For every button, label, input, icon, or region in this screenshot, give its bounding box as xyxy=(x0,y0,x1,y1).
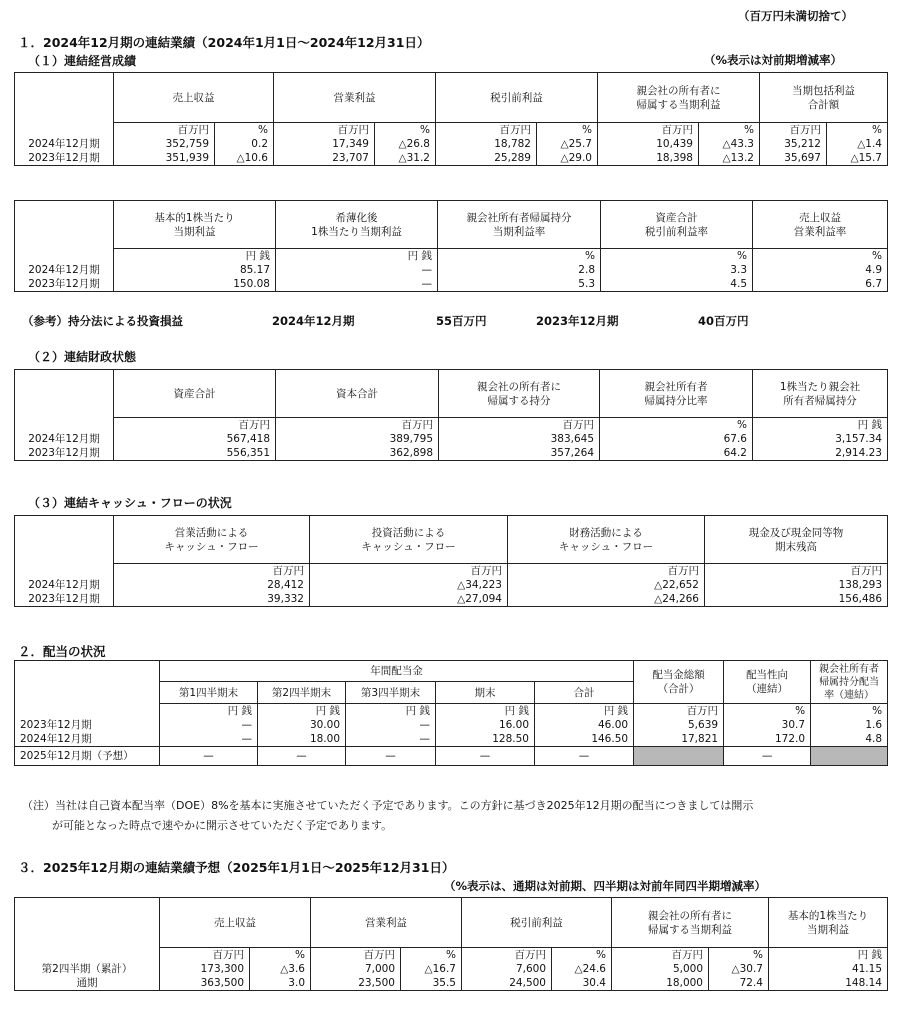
forecast-cell-shaded xyxy=(634,747,724,766)
value-cell: 18,782 xyxy=(436,137,537,151)
value-cell: △30.7 xyxy=(709,962,769,976)
unit-cell: 百万円 xyxy=(310,564,508,579)
forecast-row-label: 2025年12月期（予想） xyxy=(15,747,160,766)
unit-cell: % xyxy=(827,123,888,138)
unit-cell: % xyxy=(401,948,462,963)
section-3-title: ３．2025年12月期の連結業績予想（2025年1月1日～2025年12月31日） xyxy=(18,860,455,875)
section-1-1-title: （１）連結経営成績 xyxy=(28,54,137,68)
value-cell: 0.2 xyxy=(215,137,274,151)
value-cell: 18.00 xyxy=(258,732,346,747)
value-cell: 173,300 xyxy=(160,962,250,976)
unit-row-label xyxy=(15,249,114,264)
operating-results-table xyxy=(14,72,888,166)
unit-cell: % xyxy=(600,418,753,433)
header-q1: 第1四半期末 xyxy=(160,682,258,704)
header-bps: 1株当たり親会社 所有者帰属持分 xyxy=(753,370,888,418)
unit-cell: % xyxy=(537,123,598,138)
header-blank xyxy=(15,201,114,249)
unit-cell: % xyxy=(709,948,769,963)
header-total-dividend: 配当金総額 （合計） xyxy=(634,661,724,704)
value-cell: 35,697 xyxy=(760,151,827,166)
header-year-end: 期末 xyxy=(436,682,535,704)
unit-cell: 百万円 xyxy=(462,948,552,963)
row-label: 通期 xyxy=(15,976,160,991)
value-cell: 18,398 xyxy=(598,151,699,166)
cash-flow-table xyxy=(14,515,888,607)
dividend-note-line-1: （注）当社は自己資本配当率（DOE）8%を基本に実施させていただく予定であります。この方針に基づき2025年12月期の配当につきましては開示 xyxy=(22,799,754,812)
header-q2: 第2四半期末 xyxy=(258,682,346,704)
value-cell: 35,212 xyxy=(760,137,827,151)
per-share-ratio-table xyxy=(14,200,888,292)
header-pretax-profit: 税引前利益 xyxy=(462,898,612,948)
value-cell: 4.8 xyxy=(811,732,888,747)
value-cell: 362,898 xyxy=(276,446,439,461)
header-blank xyxy=(15,73,114,123)
value-cell: 5,000 xyxy=(612,962,709,976)
row-label: 2023年12月期 xyxy=(15,151,114,166)
unit-cell: 百万円 xyxy=(436,123,537,138)
value-cell: 46.00 xyxy=(535,718,634,732)
forecast-cell: — xyxy=(535,747,634,766)
value-cell: 17,821 xyxy=(634,732,724,747)
value-cell: 2,914.23 xyxy=(753,446,888,461)
section-1-title: １．2024年12月期の連結業績（2024年1月1日～2024年12月31日） xyxy=(18,35,430,50)
header-investing-cf: 投資活動による キャッシュ・フロー xyxy=(310,516,508,564)
unit-cell: 百万円 xyxy=(760,123,827,138)
value-cell: — xyxy=(276,277,438,292)
unit-cell: % xyxy=(601,249,753,264)
header-payout-ratio: 配当性向 （連結） xyxy=(724,661,811,704)
unit-cell: 円 銭 xyxy=(753,418,888,433)
value-cell: 3.0 xyxy=(250,976,311,991)
header-cash-balance: 現金及び現金同等物 期末残高 xyxy=(705,516,888,564)
value-cell: — xyxy=(346,732,436,747)
value-cell: 383,645 xyxy=(439,432,600,446)
unit-row-label xyxy=(15,418,114,433)
value-cell: 30.00 xyxy=(258,718,346,732)
unit-row-label xyxy=(15,123,114,138)
value-cell: 363,500 xyxy=(160,976,250,991)
value-cell: △34,223 xyxy=(310,578,508,592)
value-cell: — xyxy=(346,718,436,732)
header-pretax-profit: 税引前利益 xyxy=(436,73,598,123)
value-cell: 351,939 xyxy=(114,151,215,166)
value-cell: 172.0 xyxy=(724,732,811,747)
value-cell: 389,795 xyxy=(276,432,439,446)
value-cell: 18,000 xyxy=(612,976,709,991)
value-cell: 39,332 xyxy=(114,592,310,607)
section-1-3-title: （３）連結キャッシュ・フローの状況 xyxy=(28,496,232,510)
ref-value-1: 55百万円 xyxy=(436,314,487,328)
header-operating-profit: 営業利益 xyxy=(311,898,462,948)
header-financing-cf: 財務活動による キャッシュ・フロー xyxy=(508,516,705,564)
value-cell: 41.15 xyxy=(769,962,888,976)
header-operating-profit: 営業利益 xyxy=(274,73,436,123)
header-basic-eps: 基本的1株当たり 当期利益 xyxy=(769,898,888,948)
row-label: 2024年12月期 xyxy=(15,263,114,277)
ref-value-2: 40百万円 xyxy=(698,314,749,328)
header-total-equity: 資本合計 xyxy=(276,370,439,418)
value-cell: 148.14 xyxy=(769,976,888,991)
financial-position-table xyxy=(14,369,888,461)
section-2-title: ２．配当の状況 xyxy=(18,644,106,659)
value-cell: △43.3 xyxy=(699,137,760,151)
unit-cell: % xyxy=(375,123,436,138)
header-revenue: 売上収益 xyxy=(160,898,311,948)
value-cell: — xyxy=(276,263,438,277)
unit-cell: 百万円 xyxy=(114,564,310,579)
unit-row-label xyxy=(15,948,160,963)
forecast-cell: — xyxy=(346,747,436,766)
header-revenue: 売上収益 xyxy=(114,73,274,123)
unit-cell: % xyxy=(438,249,601,264)
unit-cell: 百万円 xyxy=(274,123,375,138)
unit-cell: 百万円 xyxy=(311,948,401,963)
header-net-profit-owners: 親会社の所有者に 帰属する当期利益 xyxy=(598,73,760,123)
value-cell: 24,500 xyxy=(462,976,552,991)
value-cell: △3.6 xyxy=(250,962,311,976)
header-blank xyxy=(15,370,114,418)
header-roa: 資産合計 税引前利益率 xyxy=(601,201,753,249)
ref-label: （参考）持分法による投資損益 xyxy=(22,314,183,328)
unit-cell: 百万円 xyxy=(634,704,724,719)
unit-cell: 百万円 xyxy=(114,418,276,433)
value-cell: 357,264 xyxy=(439,446,600,461)
value-cell: — xyxy=(160,718,258,732)
value-cell: 72.4 xyxy=(709,976,769,991)
forecast-cell: — xyxy=(160,747,258,766)
header-doe: 親会社所有者 帰属持分配当 率（連結） xyxy=(811,661,888,704)
value-cell: 7,000 xyxy=(311,962,401,976)
value-cell: △24,266 xyxy=(508,592,705,607)
value-cell: 352,759 xyxy=(114,137,215,151)
row-label: 第2四半期（累計） xyxy=(15,962,160,976)
header-basic-eps: 基本的1株当たり 当期利益 xyxy=(114,201,276,249)
value-cell: △25.7 xyxy=(537,137,598,151)
value-cell: 5.3 xyxy=(438,277,601,292)
unit-cell: 百万円 xyxy=(160,948,250,963)
value-cell: 5,639 xyxy=(634,718,724,732)
header-roe: 親会社所有者帰属持分 当期利益率 xyxy=(438,201,601,249)
row-label: 2024年12月期 xyxy=(15,432,114,446)
unit-cell: % xyxy=(811,704,888,719)
dividend-note-line-2: が可能となった時点で速やかに開示させていただく予定であります。 xyxy=(52,819,393,832)
value-cell: 23,707 xyxy=(274,151,375,166)
unit-row-label xyxy=(15,704,160,719)
value-cell: 556,351 xyxy=(114,446,276,461)
forecast-table xyxy=(14,897,888,991)
value-cell: 25,289 xyxy=(436,151,537,166)
value-cell: △27,094 xyxy=(310,592,508,607)
value-cell: 138,293 xyxy=(705,578,888,592)
value-cell: 28,412 xyxy=(114,578,310,592)
section-1-2-title: （２）連結財政状態 xyxy=(28,350,137,364)
header-operating-margin: 売上収益 営業利益率 xyxy=(753,201,888,249)
value-cell: 6.7 xyxy=(753,277,888,292)
value-cell: △15.7 xyxy=(827,151,888,166)
value-cell: 150.08 xyxy=(114,277,276,292)
value-cell: △24.6 xyxy=(552,962,612,976)
value-cell: 146.50 xyxy=(535,732,634,747)
value-cell: 4.9 xyxy=(753,263,888,277)
unit-cell: 円 銭 xyxy=(258,704,346,719)
unit-cell: % xyxy=(250,948,311,963)
value-cell: △26.8 xyxy=(375,137,436,151)
value-cell: 85.17 xyxy=(114,263,276,277)
forecast-pct-note: （%表示は、通期は対前期、四半期は対前年同四半期増減率） xyxy=(444,879,767,893)
header-equity-ratio: 親会社所有者 帰属持分比率 xyxy=(600,370,753,418)
value-cell: 64.2 xyxy=(600,446,753,461)
unit-cell: % xyxy=(724,704,811,719)
value-cell: 4.5 xyxy=(601,277,753,292)
value-cell: 3,157.34 xyxy=(753,432,888,446)
header-operating-cf: 営業活動による キャッシュ・フロー xyxy=(114,516,310,564)
value-cell: 30.7 xyxy=(724,718,811,732)
header-annual-dividend: 年間配当金 xyxy=(160,661,634,682)
ref-period-2: 2023年12月期 xyxy=(536,314,619,328)
row-label: 2023年12月期 xyxy=(15,277,114,292)
unit-note: （百万円未満切捨て） xyxy=(738,9,853,23)
ref-period-1: 2024年12月期 xyxy=(272,314,355,328)
row-label: 2023年12月期 xyxy=(15,592,114,607)
value-cell: △29.0 xyxy=(537,151,598,166)
unit-cell: 円 銭 xyxy=(535,704,634,719)
row-label: 2024年12月期 xyxy=(15,732,160,747)
header-blank xyxy=(15,516,114,564)
value-cell: 7,600 xyxy=(462,962,552,976)
value-cell: △10.6 xyxy=(215,151,274,166)
unit-cell: 百万円 xyxy=(508,564,705,579)
row-label: 2023年12月期 xyxy=(15,446,114,461)
header-net-profit-owners: 親会社の所有者に 帰属する当期利益 xyxy=(612,898,769,948)
header-blank xyxy=(15,661,160,704)
unit-cell: 百万円 xyxy=(114,123,215,138)
value-cell: 3.3 xyxy=(601,263,753,277)
unit-cell: 百万円 xyxy=(705,564,888,579)
value-cell: △31.2 xyxy=(375,151,436,166)
value-cell: 16.00 xyxy=(436,718,535,732)
value-cell: 128.50 xyxy=(436,732,535,747)
unit-row-label xyxy=(15,564,114,579)
value-cell: △1.4 xyxy=(827,137,888,151)
dividend-table xyxy=(14,660,888,766)
row-label: 2024年12月期 xyxy=(15,578,114,592)
row-label: 2024年12月期 xyxy=(15,137,114,151)
forecast-cell: — xyxy=(724,747,811,766)
value-cell: 567,418 xyxy=(114,432,276,446)
unit-cell: 百万円 xyxy=(598,123,699,138)
pct-note: （%表示は対前期増減率） xyxy=(704,53,843,67)
value-cell: 23,500 xyxy=(311,976,401,991)
value-cell: 30.4 xyxy=(552,976,612,991)
unit-cell: 円 銭 xyxy=(160,704,258,719)
unit-cell: 円 銭 xyxy=(769,948,888,963)
value-cell: 156,486 xyxy=(705,592,888,607)
value-cell: 67.6 xyxy=(600,432,753,446)
value-cell: — xyxy=(160,732,258,747)
header-comprehensive-income: 当期包括利益 合計額 xyxy=(760,73,888,123)
header-blank xyxy=(15,898,160,948)
unit-cell: 円 銭 xyxy=(346,704,436,719)
unit-cell: 百万円 xyxy=(612,948,709,963)
unit-cell: 百万円 xyxy=(439,418,600,433)
unit-cell: % xyxy=(215,123,274,138)
value-cell: △22,652 xyxy=(508,578,705,592)
unit-cell: % xyxy=(552,948,612,963)
header-q3: 第3四半期末 xyxy=(346,682,436,704)
value-cell: 10,439 xyxy=(598,137,699,151)
header-total: 合計 xyxy=(535,682,634,704)
value-cell: △16.7 xyxy=(401,962,462,976)
value-cell: 2.8 xyxy=(438,263,601,277)
unit-cell: 円 銭 xyxy=(276,249,438,264)
forecast-cell: — xyxy=(436,747,535,766)
unit-cell: % xyxy=(753,249,888,264)
header-diluted-eps: 希薄化後 1株当たり当期利益 xyxy=(276,201,438,249)
unit-cell: 百万円 xyxy=(276,418,439,433)
header-owners-equity: 親会社の所有者に 帰属する持分 xyxy=(439,370,600,418)
row-label: 2023年12月期 xyxy=(15,718,160,732)
value-cell: △13.2 xyxy=(699,151,760,166)
unit-cell: 円 銭 xyxy=(436,704,535,719)
header-total-assets: 資産合計 xyxy=(114,370,276,418)
value-cell: 1.6 xyxy=(811,718,888,732)
forecast-cell: — xyxy=(258,747,346,766)
unit-cell: % xyxy=(699,123,760,138)
value-cell: 17,349 xyxy=(274,137,375,151)
unit-cell: 円 銭 xyxy=(114,249,276,264)
value-cell: 35.5 xyxy=(401,976,462,991)
forecast-cell-shaded xyxy=(811,747,888,766)
